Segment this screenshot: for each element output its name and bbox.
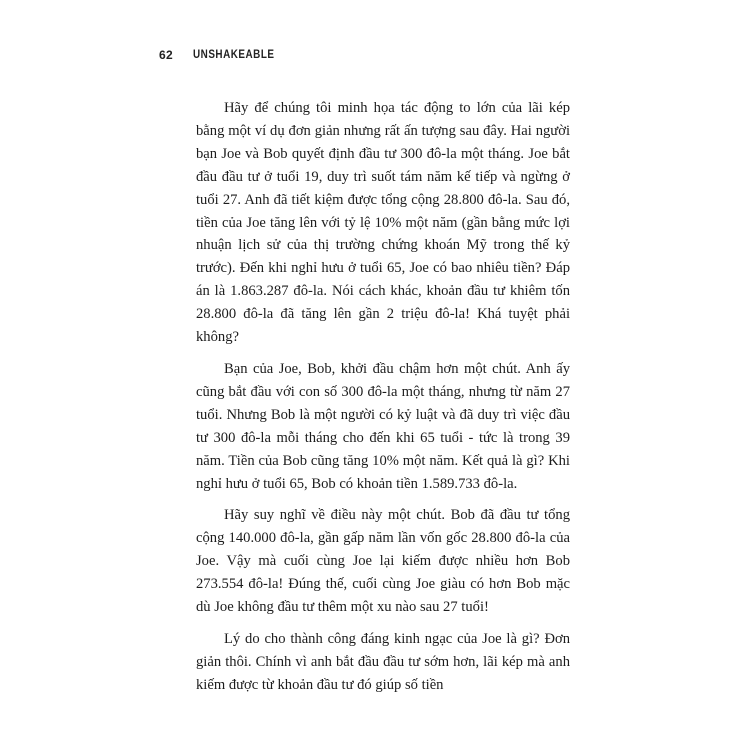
paragraph: Hãy suy nghĩ về điều này một chút. Bob đã đầu tư tổng cộng 140.000 đô-la, gần gấp năm lần vốn gốc 28.800 đô-la của Joe. Vậy mà cuối cùng Joe lại kiếm được nhiều hơn Bob 273.554 đô-la! Đúng thế, cuối cùng Joe giàu có hơn Bob mặc dù Joe không đầu tư thêm một xu nào sau 27 tuổi! [196,507,570,616]
page-header [159,45,288,65]
paragraph: Lý do cho thành công đáng kinh ngạc của Joe là gì? Đơn giản thôi. Chính vì anh bắt đầu đầu tư sớm hơn, lãi kép mà anh kiếm được từ khoản đầu tư đó giúp số tiền [196,630,570,693]
body-text [196,97,570,697]
paragraph: Bạn của Joe, Bob, khởi đầu chậm hơn một chút. Anh ấy cũng bắt đầu với con số 300 đô-la một tháng, nhưng từ năm 27 tuổi. Nhưng Bob là một người có kỷ luật và đã duy trì việc đầu tư 300 đô-la mỗi tháng cho đến khi 65 tuổi - tức là trong 39 năm. Tiền của Bob cũng tăng 10% một năm. Kết quả là gì? Khi nghỉ hưu ở tuổi 65, Bob có khoản tiền 1.589.733 đô-la. [196,360,570,492]
running-head: UNSHAKEABLE [192,49,275,61]
page-number: 62 [159,48,173,62]
paragraph: Hãy để chúng tôi minh họa tác động to lớn của lãi kép bằng một ví dụ đơn giản nhưng rất ấn tượng sau đây. Hai người bạn Joe và Bob quyết định đầu tư 300 đô-la một tháng. Joe bắt đầu đầu tư ở tuổi 19, duy trì suốt tám năm kế tiếp và ngừng ở tuổi 27. Anh đã tiết kiệm được tổng cộng 28.800 đô-la. Sau đó, tiền của Joe tăng lên với tỷ lệ 10% một năm (gần bằng mức lợi nhuận lịch sử của thị trường chứng khoán Mỹ trong thế kỷ trước). Đến khi nghỉ hưu ở tuổi 65, Joe có bao nhiêu tiền? Đáp án là 1.863.287 đô-la. Nói cách khác, khoản đầu tư khiêm tốn 28.800 đô-la đã tăng lên gần 2 triệu đô-la! Khá tuyệt phải không? [196,100,570,346]
